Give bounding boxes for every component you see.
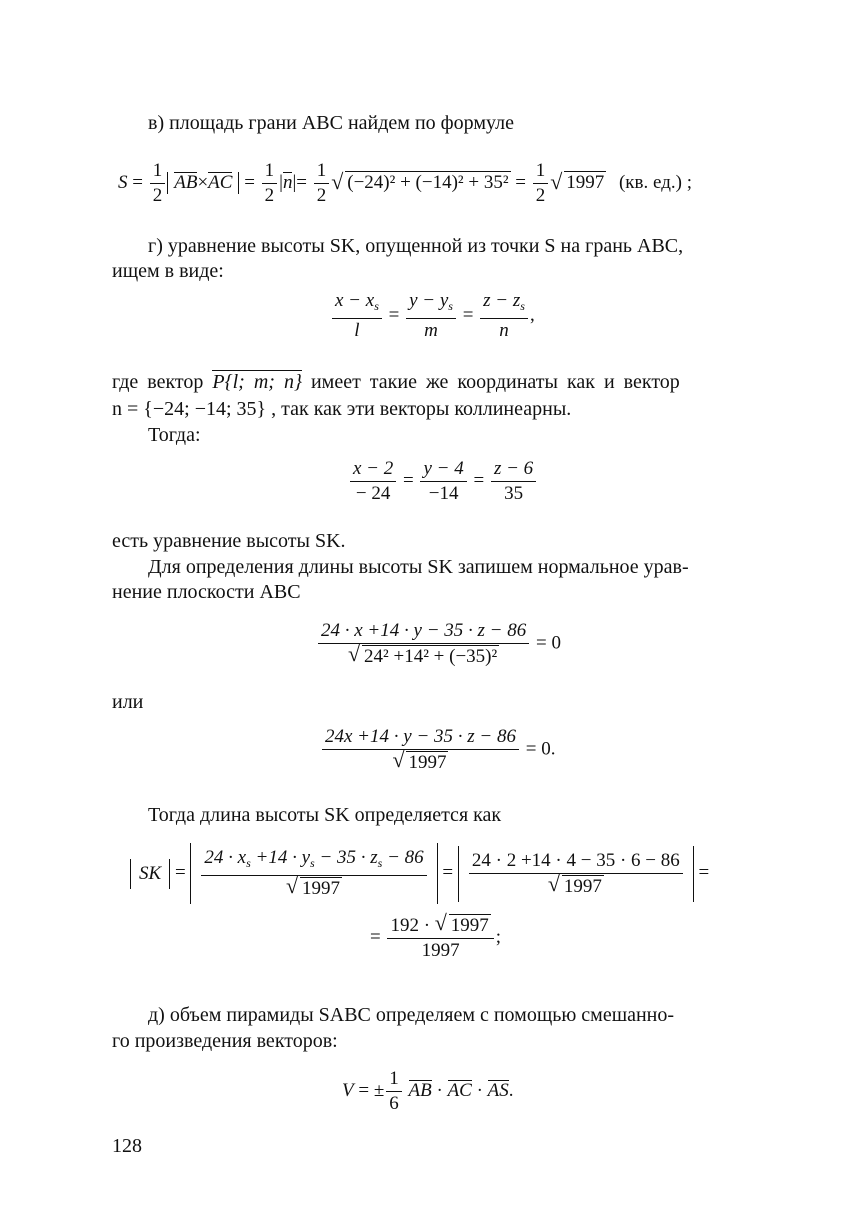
- paragraph-then: Тогда:: [148, 424, 201, 446]
- paragraph-volume-line2: го произведения векторов:: [112, 1030, 338, 1052]
- formula-volume: V = ± $\frac{1}{6}$ AB · AC · AS.: [342, 1068, 514, 1114]
- paragraph-volume-line1: д) объем пирамиды SABC определяем с помощью смешанно-: [148, 1004, 675, 1026]
- paragraph-normal-line1: Для определения длины высоты SK запишем нормальное урав-: [148, 556, 689, 578]
- formula-normal-plane: 24 · x +14 · y − 35 · z − 86 √ 24² +14² + (−35)² = 0: [316, 620, 561, 668]
- formula-height-length: SK = $24 \cdot x_s +14 \cdot y_s - 35 \cdot z_s - 86$ √ 1997 = 24 · 2 +14 · 4 − 35 · 6 − 86 √ 1997 =: [130, 843, 709, 904]
- formula-height-result: = $\frac{192 \cdot √ 1997}{1997}$ ;: [370, 914, 501, 962]
- paragraph-height-line1: г) уравнение высоты SK, опущенной из точки S на грань ABC,: [148, 235, 684, 257]
- formula-height-equation: $\frac{x - 2}{- 24}$ = $\frac{y - 4}{-14}$ = $\frac{z - 6}{35}$: [348, 458, 538, 505]
- vector-p: P{l; m; n}: [212, 371, 302, 393]
- formula-canonical-line: $\frac{x - x_s}{l}$ = $\frac{y - y_s}{m}$ = $\frac{z - z_s}{n}$ ,: [330, 290, 535, 342]
- paragraph-height-line2: ищем в виде:: [112, 260, 224, 282]
- paragraph-length: Тогда длина высоты SK определяется как: [148, 804, 502, 826]
- paragraph-vector-line1: где вектор P{l; m; n} имеет такие же координаты как и вектор: [112, 371, 680, 393]
- paragraph-area-intro: в) площадь грани ABC найдем по формуле: [148, 112, 514, 134]
- formula-area: S = $\frac{1}{2}$ AB×AC = $\frac{1}{2}$ |n|= $\frac{1}{2}$ √ (−24)² + (−14)² + 35² = $\frac{1}{2}$ √ 1997 (кв. ед.) ;: [118, 160, 692, 207]
- page-number: 128: [112, 1135, 142, 1157]
- paragraph-or: или: [112, 691, 144, 713]
- paragraph-vector-line2: n = {−24; −14; 35} , так как эти векторы коллинеарны.: [112, 398, 572, 420]
- formula-normal-plane-simplified: 24x +14 · y − 35 · z − 86 √ 1997 = 0.: [320, 726, 555, 774]
- paragraph-equation-note: есть уравнение высоты SK.: [112, 530, 346, 552]
- paragraph-normal-line2: нение плоскости ABC: [112, 581, 301, 603]
